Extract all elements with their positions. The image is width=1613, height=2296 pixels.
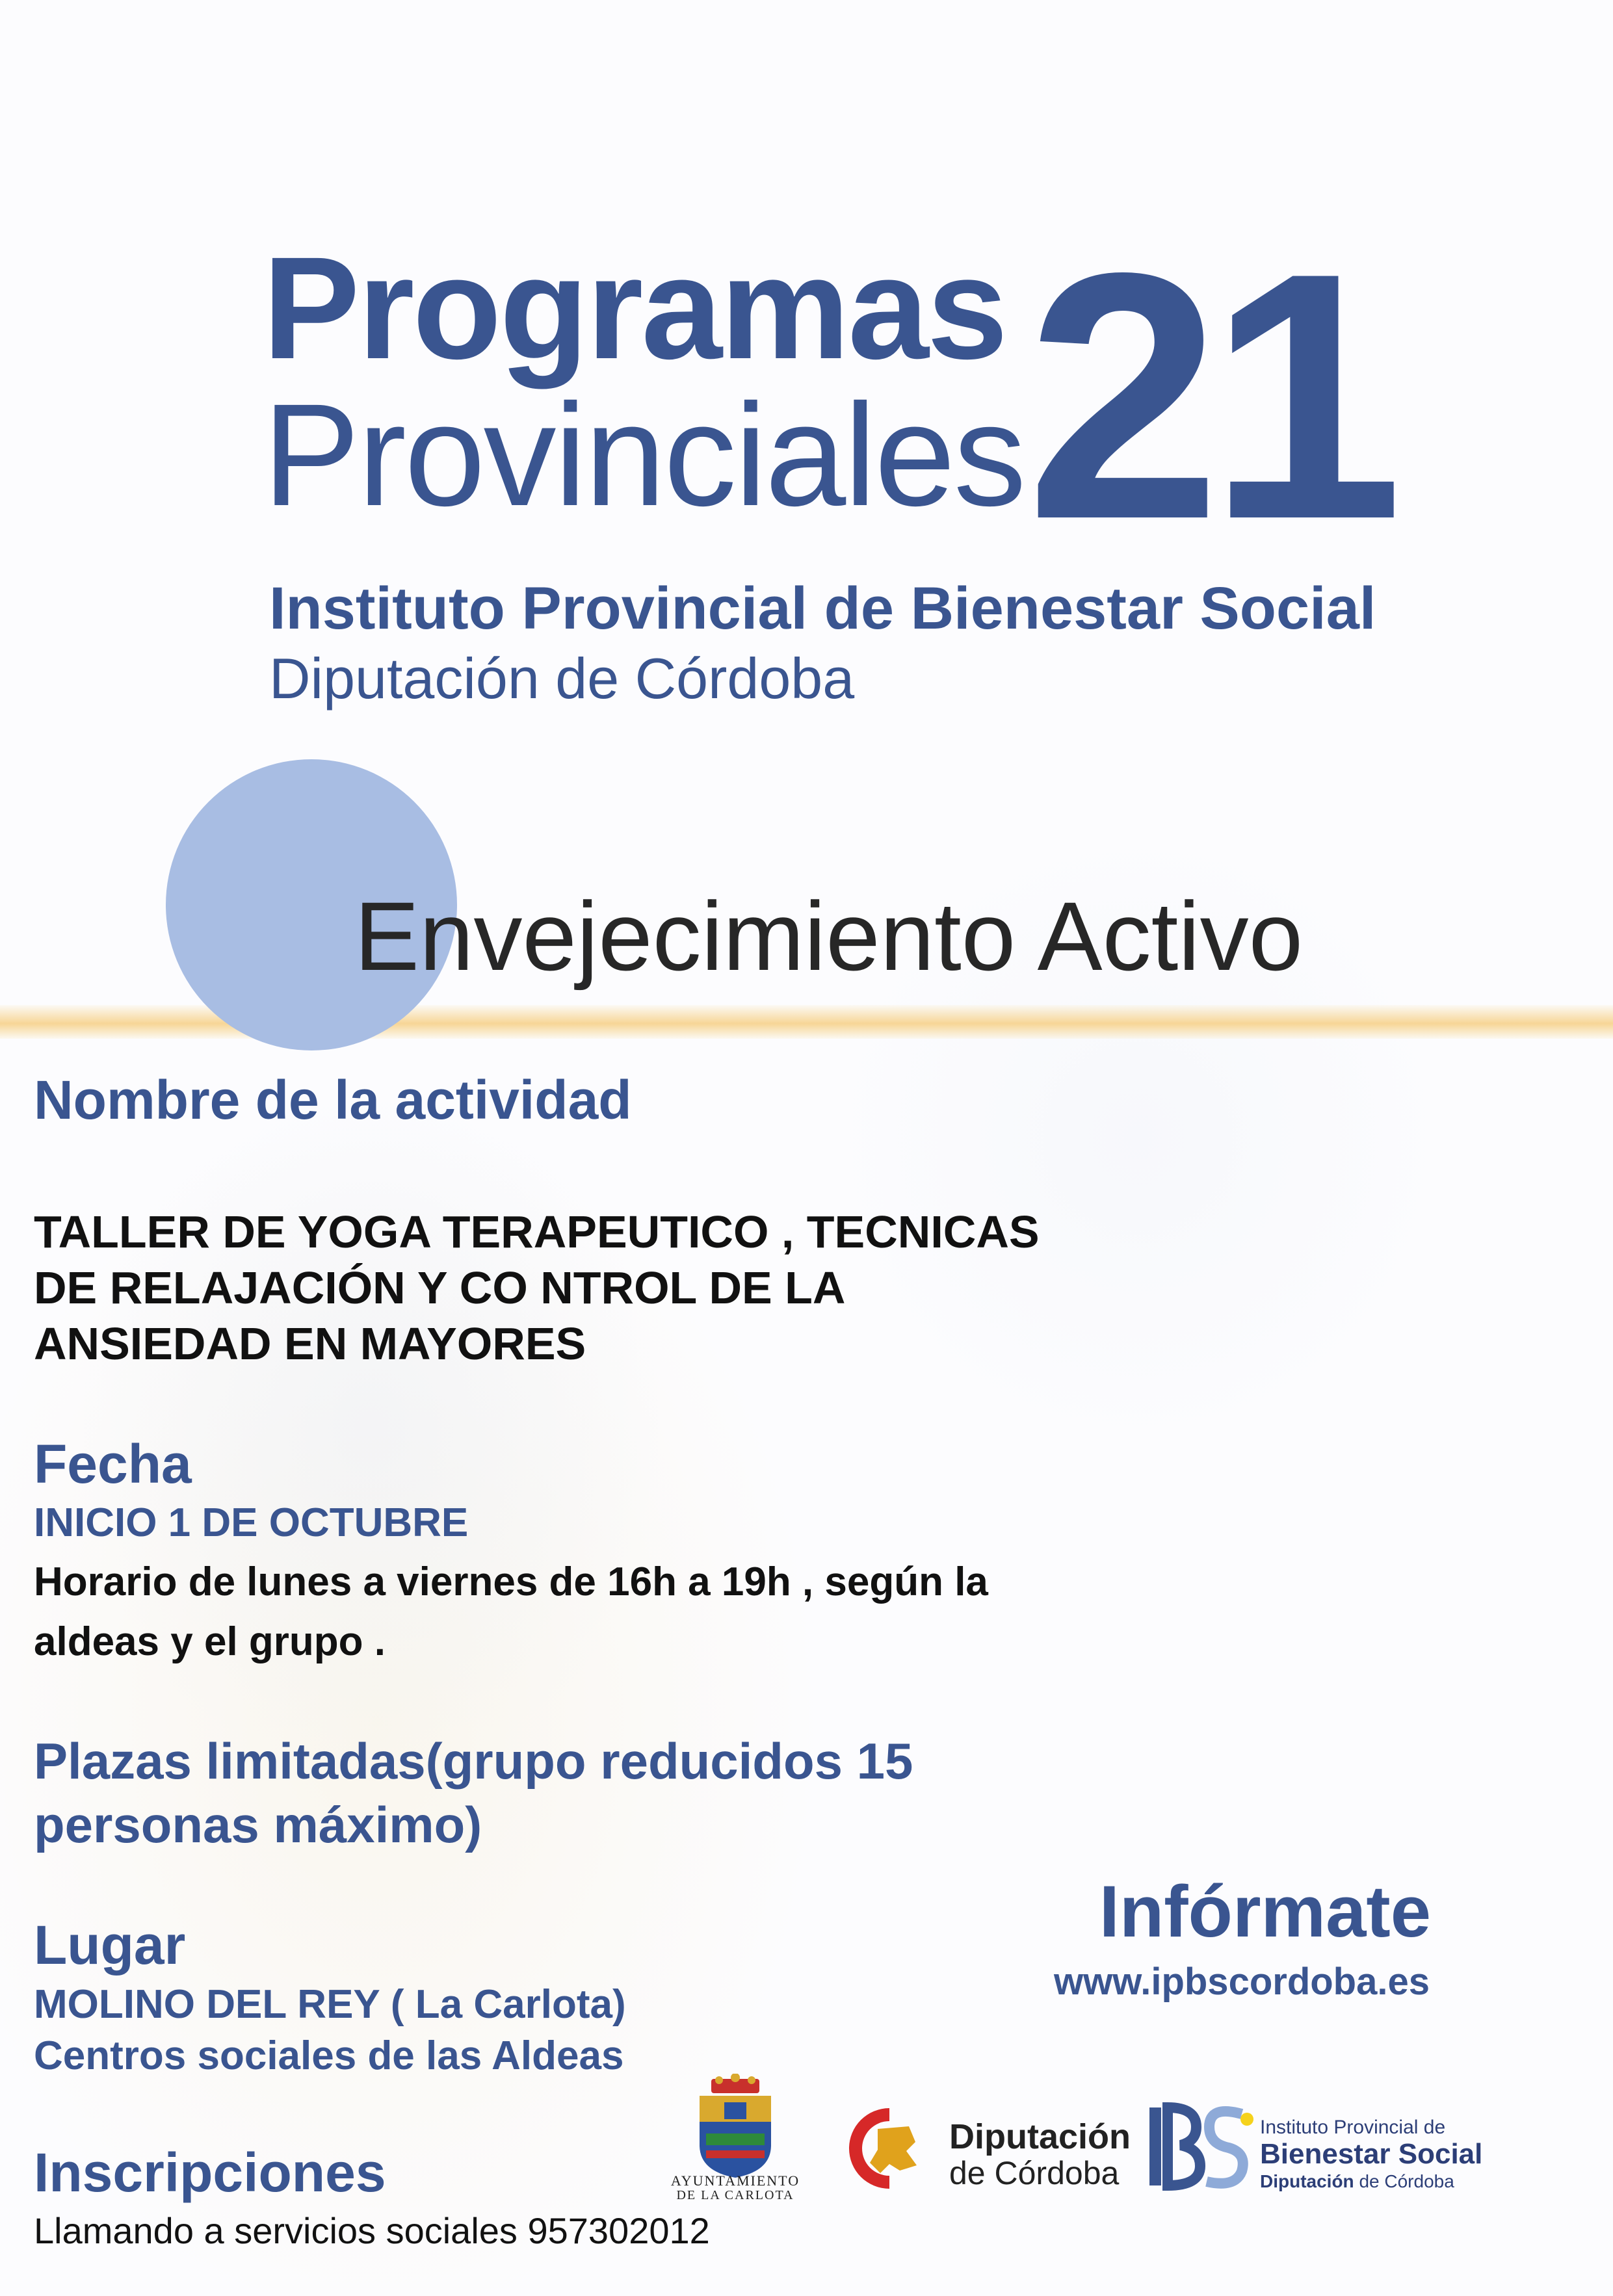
diputacion-label: Diputación bbox=[949, 2117, 1131, 2156]
schedule bbox=[34, 1552, 988, 1672]
ibs-label bbox=[1260, 2172, 1454, 2191]
ibs-label-bold: Diputación bbox=[1260, 2171, 1354, 2191]
activity-heading: Nombre de la actividad bbox=[34, 1069, 632, 1130]
ibs-label-rest: de Córdoba bbox=[1354, 2171, 1454, 2191]
activity-line: DE RELAJACIÓN Y CO NTROL DE LA bbox=[34, 1262, 846, 1313]
ibs-label: Bienestar Social bbox=[1260, 2138, 1483, 2170]
website-link[interactable]: www.ipbscordoba.es bbox=[1054, 1961, 1430, 2003]
program-name: Envejecimiento Activo bbox=[354, 881, 1304, 991]
organization-name: Diputación de Córdoba bbox=[269, 646, 855, 711]
places-note: Plazas limitadas(grupo reducidos 15 personas máximo) bbox=[34, 1732, 913, 1853]
registration-heading: Inscripciones bbox=[34, 2142, 386, 2203]
date-heading: Fecha bbox=[34, 1433, 192, 1494]
info-heading: Infórmate bbox=[1099, 1871, 1431, 1952]
location-heading: Lugar bbox=[34, 1914, 186, 1976]
ayuntamiento-label: DE LA CARLOTA bbox=[676, 2188, 794, 2202]
institution-name: Instituto Provincial de Bienestar Social bbox=[269, 575, 1376, 642]
background-watermark bbox=[78, 1073, 663, 1788]
ibs-label: Instituto Provincial de bbox=[1260, 2117, 1446, 2138]
title-provinciales: Provinciales bbox=[263, 374, 1025, 536]
diputacion-label: de Córdoba bbox=[949, 2155, 1120, 2191]
schedule-line: Horario de lunes a viernes de 16h a 19h , según la bbox=[34, 1559, 988, 1604]
activity-title bbox=[34, 1204, 1040, 1372]
ibs-logo-icon bbox=[1144, 2101, 1255, 2192]
ayuntamiento-label: AYUNTAMIENTO bbox=[670, 2172, 800, 2189]
activity-line: TALLER DE YOGA TERAPEUTICO , TECNICAS bbox=[34, 1207, 1040, 1257]
schedule-line: aldeas y el grupo . bbox=[34, 1619, 386, 1664]
registration-text: Llamando a servicios sociales 957302012 bbox=[34, 2210, 710, 2251]
location-secondary: Centros sociales de las Aldeas bbox=[34, 2033, 624, 2078]
start-date: INICIO 1 DE OCTUBRE bbox=[34, 1500, 469, 1545]
title-programas: Programas bbox=[263, 227, 1006, 389]
title-number: 21 bbox=[1026, 200, 1391, 592]
diputacion-logo-icon bbox=[844, 2103, 941, 2194]
activity-line: ANSIEDAD EN MAYORES bbox=[34, 1318, 586, 1369]
location-main: MOLINO DEL REY ( La Carlota) bbox=[34, 1982, 626, 2027]
